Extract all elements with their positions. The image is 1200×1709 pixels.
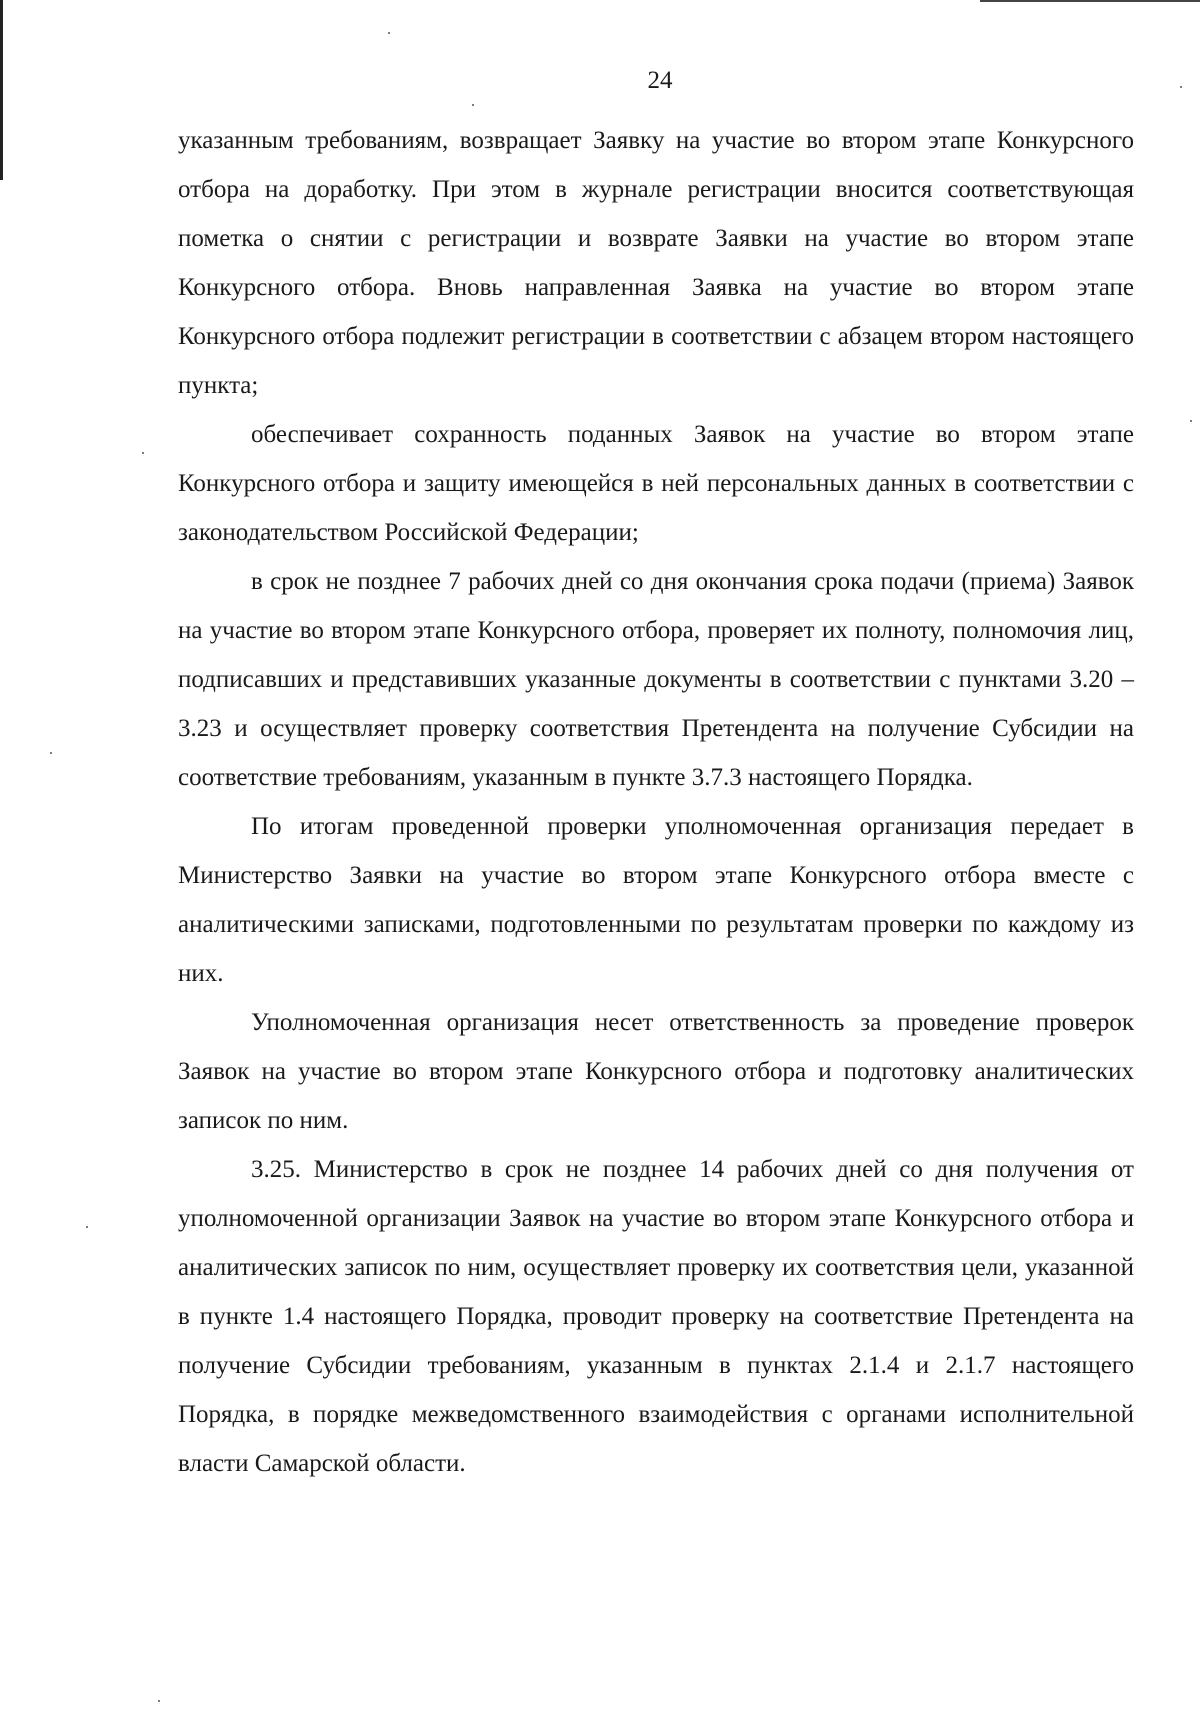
- scan-speck: [1190, 420, 1192, 422]
- scan-speck: [142, 452, 144, 454]
- document-body: [178, 116, 1134, 1488]
- paragraph-continuation: указанным требованиям, возвращает Заявку на участие во втором этапе Конкурсного отбора на доработку. При этом в журнале регистрации вносится соответствующая пометка о снятии с регистрации и возврате Заявки на участие во втором этапе Конкурсного отбора. Вновь направленная Заявка на участие во втором этапе Конкурсного отбора подлежит регистрации в соответствии с абзацем втором настоящего пункта;: [178, 127, 1134, 399]
- scan-speck: [158, 1700, 160, 1702]
- scan-speck: [86, 1226, 88, 1228]
- scan-speck: [388, 32, 390, 34]
- page-number: 24: [647, 67, 673, 94]
- paragraph-data-safety: обеспечивает сохранность поданных Заявок на участие во втором этапе Конкурсного отбора и защиту имеющейся в ней персональных данных в соответствии с законодательством Российской Федерации;: [178, 421, 1134, 546]
- scan-edge-mark: [0, 0, 3, 180]
- scan-top-line: [980, 0, 1200, 2]
- scan-speck: [50, 752, 52, 754]
- paragraph-3-25: 3.25. Министерство в срок не позднее 14 рабочих дней со дня получения от уполномоченной организации Заявок на участие во втором этапе Конкурсного отбора и аналитических записок по ним, осуществляет проверку их соответствия цели, указанной в пункте 1.4 настоящего Порядка, проводит проверку на соответствие Претендента на получение Субсидии требованиям, указанным в пунктах 2.1.4 и 2.1.7 настоящего Порядка, в порядке межведомственного взаимодействия с органами исполнительной власти Самарской области.: [178, 1156, 1134, 1477]
- scan-speck: [472, 104, 474, 106]
- paragraph-responsibility: Уполномоченная организация несет ответственность за проведение проверок Заявок на участие во втором этапе Конкурсного отбора и подготовку аналитических записок по ним.: [178, 1009, 1134, 1134]
- paragraph-check-deadline: в срок не позднее 7 рабочих дней со дня окончания срока подачи (приема) Заявок на участие во втором этапе Конкурсного отбора, проверяет их полноту, полномочия лиц, подписавших и представивших указанные документы в соответствии с пунктами 3.20 – 3.23 и осуществляет проверку соответствия Претендента на получение Субсидии на соответствие требованиям, указанным в пункте 3.7.3 настоящего Порядка.: [178, 568, 1134, 791]
- paragraph-check-results: По итогам проведенной проверки уполномоченная организация передает в Министерство Заявки на участие во втором этапе Конкурсного отбора вместе с аналитическими записками, подготовленными по результатам проверки по каждому из них.: [178, 813, 1134, 987]
